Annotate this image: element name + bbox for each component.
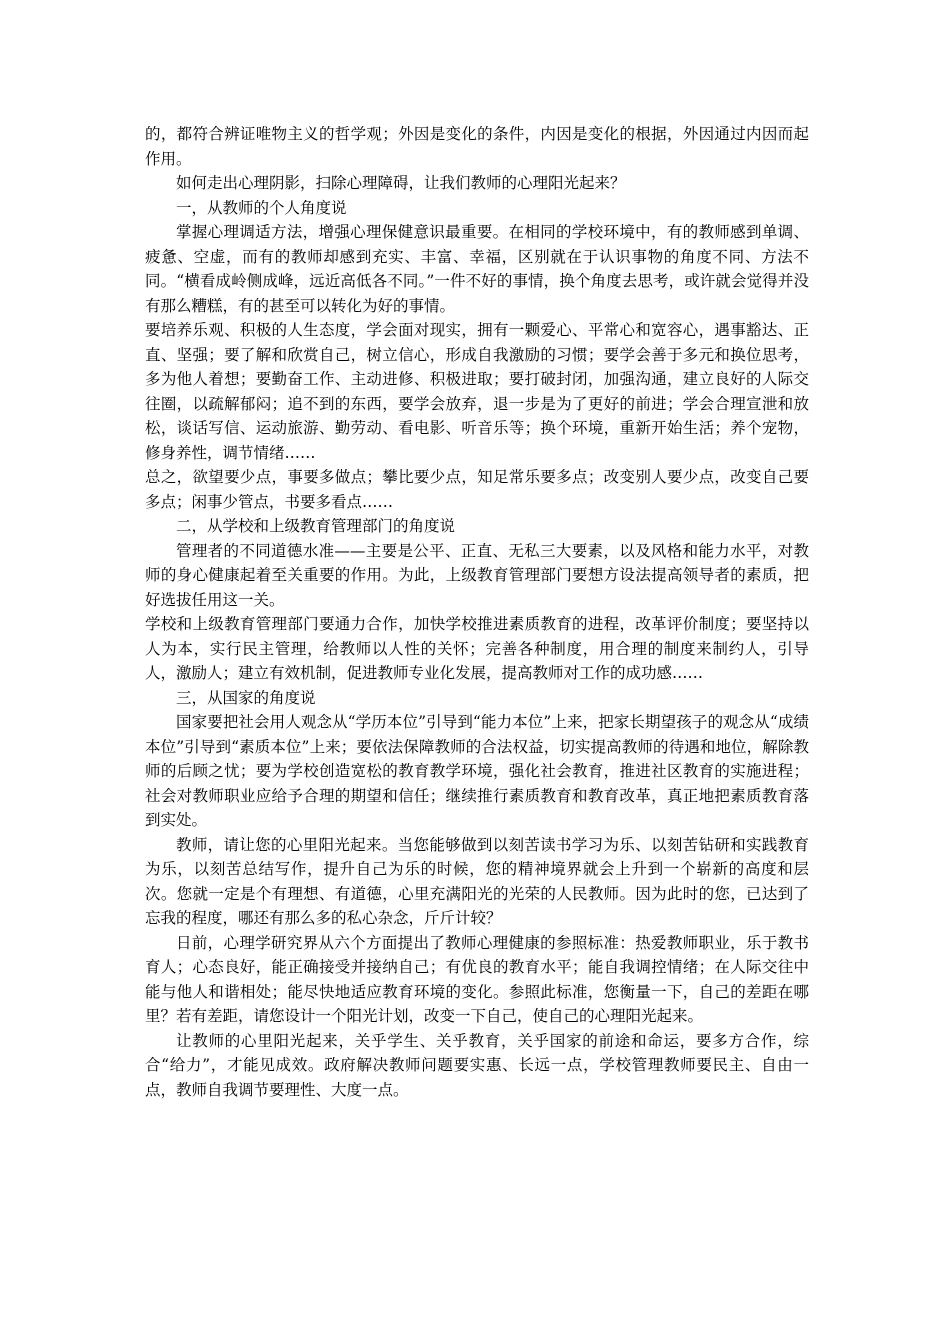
paragraph: 要培养乐观、积极的人生态度，学会面对现实，拥有一颗爱心、平常心和宽容心，遇事豁达、正直、坚强；要了解和欣赏自己，树立信心，形成自我激励的习惯；要学会善于多元和换位思考，多为他人着想；要勤奋工作、主动进修、积极进取；要打破封闭，加强沟通，建立良好的人际交往圈，以疏解郁闷；追不到的东西，要学会放弃，退一步是为了更好的前进；学会合理宣泄和放松，谈话写信、运动旅游、勤劳动、看电影、听音乐等；换个环境，重新开始生活；养个宠物，修身养性，调节情绪…… [145, 321, 809, 462]
paragraph-closing: 让教师的心里阳光起来，关乎学生、关乎教育，关乎国家的前途和命运，要多方合作，综合“给力”，才能见成效。政府解决教师问题要实惠、长远一点，学校管理教师要民主、自由一点，教师自我调节要理性、大度一点。 [145, 1031, 809, 1099]
section-heading-school: 二，从学校和上级教育管理部门的角度说 [176, 517, 456, 535]
paragraph: 日前，心理学研究界从六个方面提出了教师心理健康的参照标准：热爱教师职业，乐于教书育人；心态良好，能正确接受并接纳自己；有优良的教育水平；能自我调控情绪；在人际交往中能与他人和谐相处；能尽快地适应教育环境的变化。参照此标准，您衡量一下，自己的差距在哪里？若有差距，请您设计一个阳光计划，改变一下自己，使自己的心理阳光起来。 [145, 933, 809, 1025]
paragraph: 掌握心理调适方法，增强心理保健意识最重要。在相同的学校环境中，有的教师感到单调、疲惫、空虚，而有的教师却感到充实、丰富、幸福，区别就在于认识事物的角度不同、方法不同。“横看成岭侧成峰，远近高低各不同。”一件不好的事情，换个角度去思考，或许就会觉得并没有那么糟糕，有的甚至可以转化为好的事情。 [145, 223, 809, 315]
paragraph: 教师，请让您的心里阳光起来。当您能够做到以刻苦读书学习为乐、以刻苦钻研和实践教育为乐，以刻苦总结写作，提升自己为乐的时候，您的精神境界就会上升到一个崭新的高度和层次。您就一定是个有理想、有道德，心里充满阳光的光荣的人民教师。因为此时的您，已达到了忘我的程度，哪还有那么多的私心杂念，斤斤计较？ [145, 835, 809, 927]
document-body [145, 122, 809, 1102]
paragraph: 总之，欲望要少点，事要多做点；攀比要少点，知足常乐要多点；改变别人要少点，改变自己要多点；闲事少管点，书要多看点…… [145, 468, 809, 511]
section-heading-teacher: 一，从教师的个人角度说 [176, 198, 347, 217]
paragraph: 国家要把社会用人观念从“学历本位”引导到“能力本位”上来，把家长期望孩子的观念从“成绩本位”引导到“素质本位”上来；要依法保障教师的合法权益，切实提高教师的待遇和地位，解除教师的后顾之忧；要为学校创造宽松的教育教学环境，强化社会教育，推进社区教育的实施进程；社会对教师职业应给予合理的期望和信任；继续推行素质教育和教育改革，真正地把素质教育落到实处。 [145, 713, 809, 829]
section-heading-nation: 三，从国家的角度说 [176, 688, 316, 707]
paragraph: 学校和上级教育管理部门要通力合作，加快学校推进素质教育的进程，改革评价制度；要坚持以人为本，实行民主管理，给教师以人性的关怀；完善各种制度，用合理的制度来制约人，引导人，激励人；建立有效机制，促进教师专业化发展，提高教师对工作的成功感…… [145, 615, 809, 682]
paragraph-question: 如何走出心理阴影，扫除心理障碍，让我们教师的心理阳光起来？ [176, 174, 626, 192]
paragraph-continuation: 的，都符合辨证唯物主义的哲学观；外因是变化的条件，内因是变化的根据，外因通过内因而起作用。 [145, 125, 809, 168]
paragraph: 管理者的不同道德水准——主要是公平、正直、无私三大要素，以及风格和能力水平，对教师的身心健康起着至关重要的作用。为此，上级教育管理部门要想方设法提高领导者的素质，把好选拔任用这一关。 [145, 541, 809, 609]
